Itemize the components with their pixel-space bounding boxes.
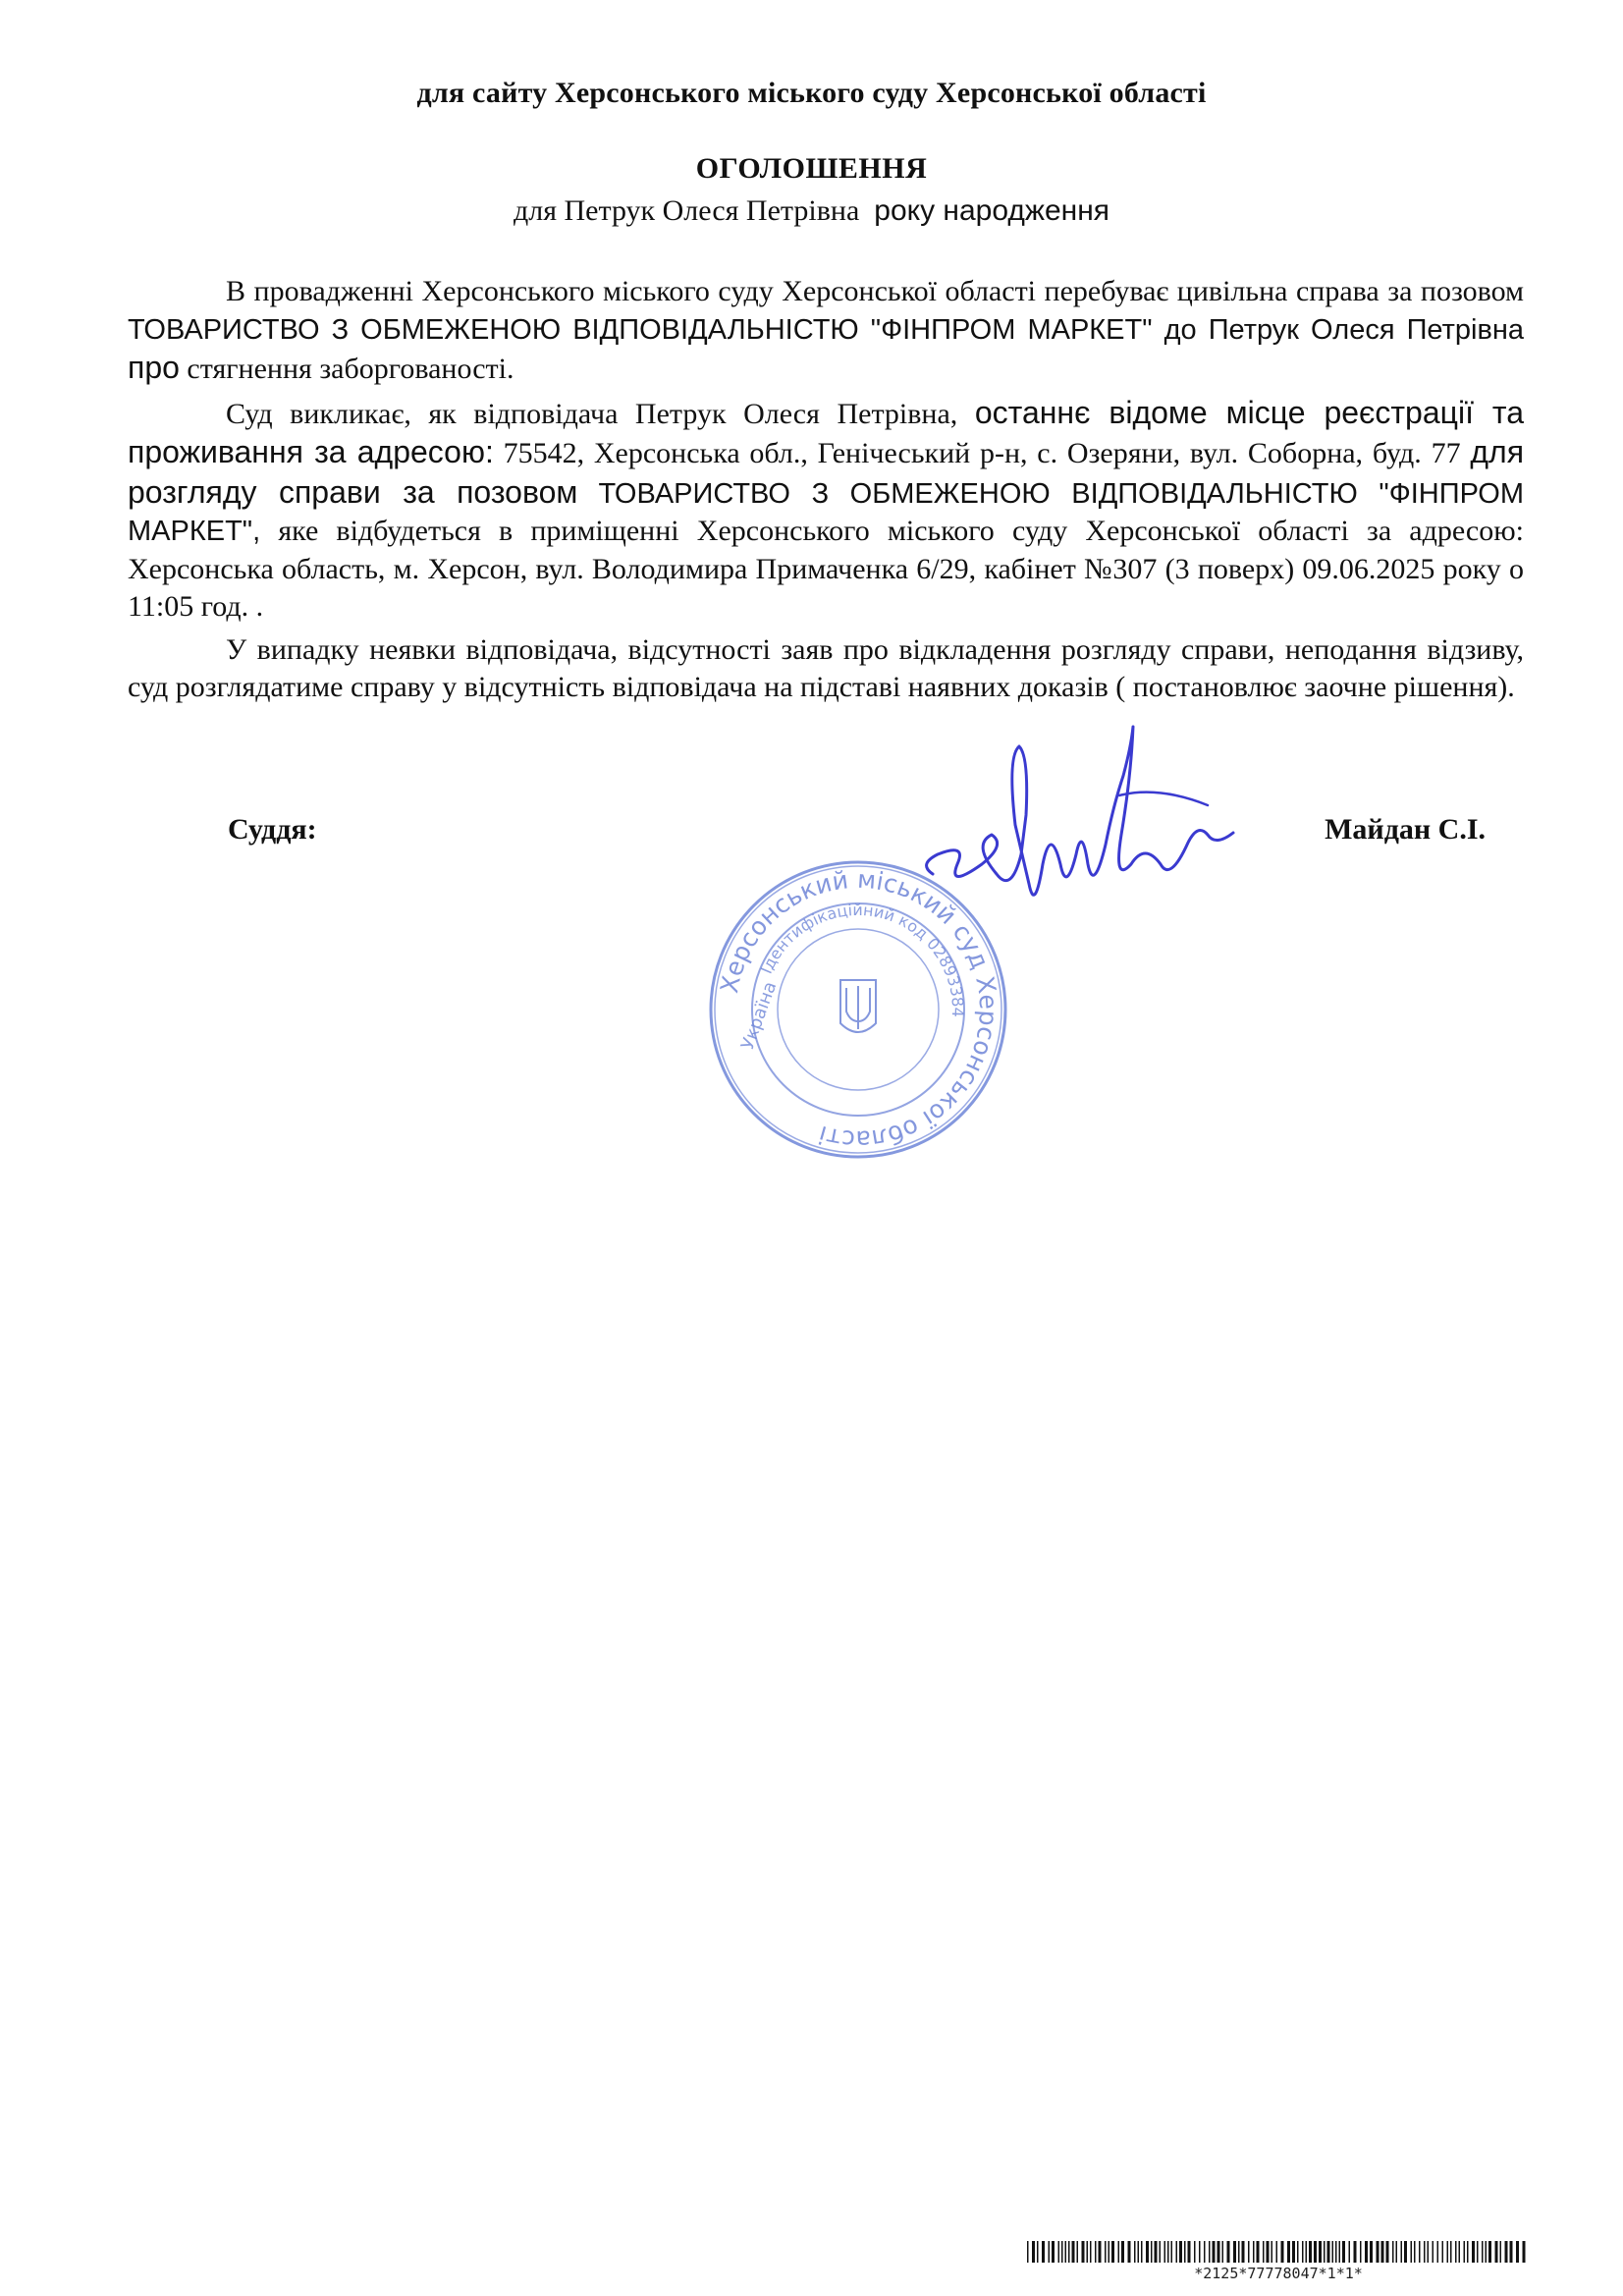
barcode-bar [1365,2241,1368,2263]
barcode-bar [1386,2241,1389,2263]
barcode-bar [1199,2241,1201,2263]
barcode-bar [1087,2241,1089,2263]
barcode-bar [1339,2241,1341,2263]
barcode-bar [1128,2241,1131,2263]
barcode-bar [1464,2241,1466,2263]
barcode-bar [1500,2241,1502,2263]
p1-text-d: стягнення заборгованості. [187,353,514,385]
barcode-bar [1042,2241,1045,2263]
barcode-bar [1495,2241,1498,2263]
barcode-bar [1217,2241,1220,2263]
barcode-bar [1306,2241,1308,2263]
barcode-bar [1027,2241,1029,2263]
barcode-bar [1179,2241,1182,2263]
p2-address: 75542, Херсонська обл., Генічеський р-н, с. Озеряни, вул. Соборна, буд. 77 [503,437,1461,469]
barcode-bar [1516,2241,1519,2263]
barcode-bar [1222,2241,1224,2263]
barcode-bar [1424,2241,1426,2263]
barcode-bar [1276,2241,1278,2263]
barcode-bar [1134,2241,1136,2263]
barcode-bar [1354,2241,1357,2263]
barcode-bar [1068,2241,1070,2263]
barcode-bar [1099,2241,1102,2263]
barcode-bar [1428,2241,1430,2263]
barcode-bar [1105,2241,1107,2263]
stamp-outer-text: Херсонський міський суд Херсонської області [715,864,1003,1155]
stamp-inner-text: Ідентифікаційний код 02893384 [756,900,968,1018]
barcode-bar [1227,2241,1230,2263]
p1-plaintiff: ТОВАРИСТВО З ОБМЕЖЕНОЮ ВІДПОВІДАЛЬНІСТЮ "ФІНПРОМ МАРКЕТ" до Петрук Олеся Петрівна [128,313,1524,346]
barcode-bar [1109,2241,1110,2263]
barcode-bar [1058,2241,1060,2263]
barcode-bar [1335,2241,1337,2263]
barcode-bar [1309,2241,1312,2263]
p1-text-a: В провадженні Херсонського міського суду Херсонської області перебуває цивільна справа за позовом [226,275,1524,307]
barcode-bar [1138,2241,1140,2263]
barcode-bar [1401,2241,1403,2263]
barcode-bar [1472,2241,1475,2263]
barcode-bar [1505,2241,1508,2263]
barcode-bar [1377,2241,1380,2263]
barcode-bar [1164,2241,1166,2263]
barcode-bar [1037,2241,1039,2263]
barcode-bar [1052,2241,1055,2263]
barcode-bar [1392,2241,1394,2263]
barcode-bar [1297,2241,1299,2263]
barcode-bar [1437,2241,1439,2263]
barcode-bar [1188,2241,1191,2263]
barcode-bar [1160,2241,1162,2263]
barcode-bar [1213,2241,1216,2263]
barcode-bar [1360,2241,1362,2263]
barcode-bar [1455,2241,1457,2263]
barcode-bar [1082,2241,1085,2263]
barcode-bar [1287,2241,1290,2263]
barcode-bar [1467,2241,1469,2263]
barcode-bar [1281,2241,1284,2263]
barcode-bar [1065,2241,1067,2263]
barcode-bar [1121,2241,1124,2263]
document-title: ОГОЛОШЕННЯ [695,152,928,185]
barcode-bar [1442,2241,1444,2263]
barcode-bar [1477,2241,1479,2263]
barcode-bar [1194,2241,1196,2263]
paragraph-summons [128,394,1524,627]
barcode-bar [1167,2241,1169,2263]
barcode-bar [1151,2241,1153,2263]
barcode-bar [1155,2241,1158,2263]
barcode-bar [1523,2241,1526,2263]
barcode-bar [1292,2241,1295,2263]
barcode-bar [1447,2241,1449,2263]
barcode-bar [1263,2241,1265,2263]
barcode-bar [1327,2241,1330,2263]
barcode-bar [1314,2241,1317,2263]
barcode-bar [1404,2241,1407,2263]
barcode-bar [1061,2241,1063,2263]
stamp-country: Україна [736,978,782,1053]
barcode-bar [1077,2241,1079,2263]
barcode-bar [1111,2241,1114,2263]
barcode-bar [1349,2241,1351,2263]
barcode-bar [1419,2241,1421,2263]
document-header: для сайту Херсонського міського суду Херсонської області [416,77,1207,109]
barcode-bar [1238,2241,1240,2263]
p2-plaintiff: ТОВАРИСТВО З ОБМЕЖЕНОЮ ВІДПОВІДАЛЬНІСТЮ "ФІНПРОМ МАРКЕТ", [128,477,1525,547]
barcode-bar [1433,2241,1434,2263]
document-subtitle [0,194,1623,228]
barcode-bar [1450,2241,1452,2263]
barcode-bar [1242,2241,1245,2263]
barcode-bar [1257,2241,1260,2263]
judge-label: Суддя: [228,813,317,846]
announcement-body [128,273,1524,712]
barcode-bar [1184,2241,1186,2263]
barcode-bar [1090,2241,1092,2263]
barcode-bar [1381,2241,1384,2263]
barcode-bar [1141,2241,1143,2263]
barcode-bar [1510,2241,1513,2263]
p2-hearing-details: яке відбудеться в приміщенні Херсонського міського суду Херсонської області за адресою: Херсонська область, м. Херсон, вул. Володимира Примаченка 6/29, кабінет №307 (3 поверх) 09.06.2025 року о 11:05 год. . [128,515,1524,623]
judge-signature [913,717,1247,953]
barcode-bar [1342,2241,1345,2263]
barcode-bar [1459,2241,1461,2263]
judge-name: Майдан С.І. [1325,813,1486,846]
barcode-bar [1414,2241,1416,2263]
p2-text-a: Суд викликає, як відповідача Петрук Олеся Петрівна, [226,397,958,430]
barcode-bar [1248,2241,1250,2263]
barcode-bar [1233,2241,1236,2263]
barcode-bar [1118,2241,1120,2263]
barcode-bar [1271,2241,1273,2263]
p1-pro: про [128,350,180,385]
document-barcode [1027,2241,1530,2263]
subtitle-recipient: для Петрук Олеся Петрівна [513,194,860,227]
barcode-bar [1204,2241,1206,2263]
barcode-text: *2125*77778047*1*1* [1194,2265,1363,2282]
barcode-bar [1171,2241,1173,2263]
barcode-bar [1032,2241,1035,2263]
barcode-bar [1267,2241,1270,2263]
barcode-bar [1370,2241,1373,2263]
p2-address-intro: останнє відоме місце реєстрації та проживання за адресою: [128,394,1524,469]
coat-of-arms-icon [840,980,876,1032]
barcode-bar [1332,2241,1334,2263]
p2-text-d: для розгляду справи за позовом [128,434,1525,510]
barcode-bar [1486,2241,1488,2263]
barcode-bar [1324,2241,1325,2263]
barcode-bar [1411,2241,1413,2263]
paragraph-case-info [128,273,1524,389]
paragraph-default-notice: У випадку неявки відповідача, відсутності заяв про відкладення розгляду справи, неподання відзиву, суд розглядатиме справу у відсутність відповідача на підставі наявних доказів ( постановлює заочне рішення). [128,632,1524,703]
barcode-bar [1095,2241,1097,2263]
barcode-bar [1302,2241,1304,2263]
barcode-bar [1176,2241,1178,2263]
barcode-bar [1482,2241,1484,2263]
barcode-bar [1209,2241,1211,2263]
barcode-bar [1146,2241,1149,2263]
barcode-bar [1072,2241,1075,2263]
barcode-bar [1396,2241,1398,2263]
barcode-bar [1488,2241,1491,2263]
barcode-bar [1253,2241,1255,2263]
barcode-bar [1319,2241,1322,2263]
subtitle-birth-year: року народження [874,194,1110,227]
barcode-bar [1049,2241,1051,2263]
